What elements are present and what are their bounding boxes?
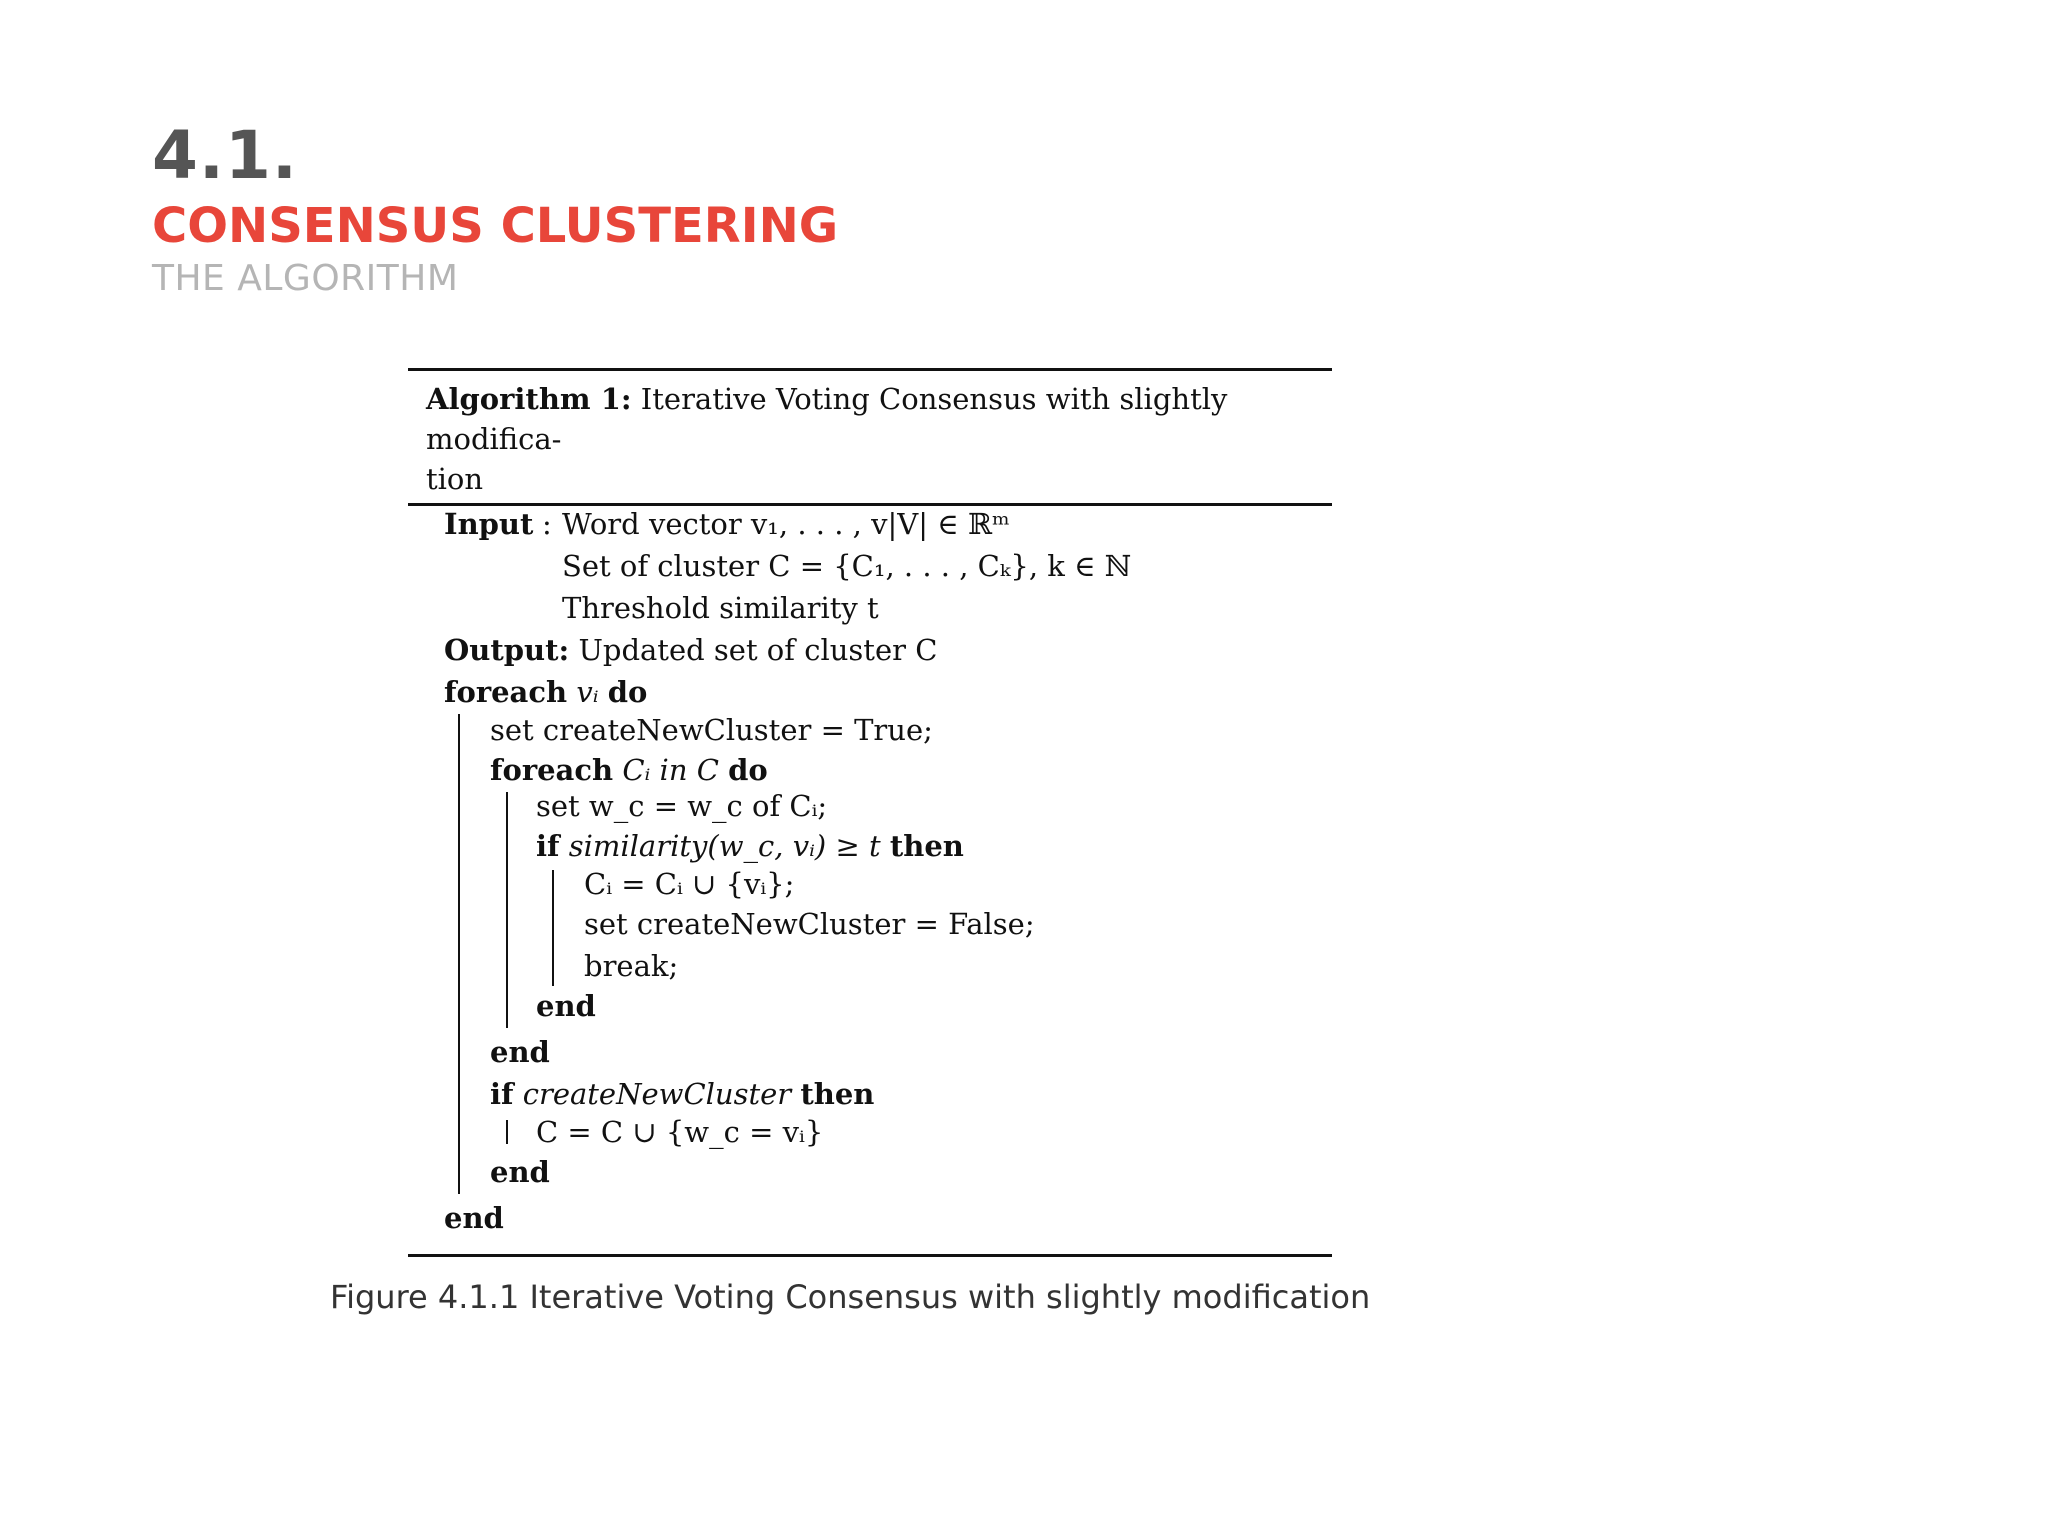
set-create-true-line: set createNewCluster = True;: [490, 713, 933, 747]
input-line-3: Threshold similarity t: [562, 591, 879, 625]
figure-caption: Figure 4.1.1 Iterative Voting Consensus with slightly modification: [330, 1278, 1371, 1316]
break-line: break;: [584, 949, 679, 983]
slide-header: [152, 118, 838, 302]
algorithm-caption: [408, 371, 1332, 503]
outer-foreach-bar: [458, 714, 460, 1194]
section-subtitle: THE ALGORITHM: [152, 258, 459, 299]
algorithm-title-line-2: tion: [426, 462, 484, 496]
inner-foreach-keyword: foreach: [490, 753, 614, 787]
new-cluster-line: C = C ∪ {w_c = vᵢ}: [536, 1115, 824, 1149]
algorithm-title-line-1: Iterative Voting Consensus with slightly modifica-: [426, 382, 1228, 456]
end-outer-line: end: [444, 1201, 504, 1235]
input-line-1: Word vector v₁, . . . , v|V| ∈ ℝᵐ: [562, 507, 1010, 541]
section-number: 4.1.: [152, 117, 298, 194]
input-label: Input: [444, 507, 534, 541]
algorithm-body: [408, 506, 1332, 1254]
if-condition: similarity(w_c, vᵢ) ≥ t: [568, 829, 881, 863]
outer-do-keyword: do: [607, 675, 648, 709]
if2-bar: [506, 1120, 508, 1144]
input-row: [444, 506, 533, 542]
inner-foreach-bar: [506, 792, 508, 1028]
input-sep: :: [542, 507, 552, 541]
inner-foreach-expression: Cᵢ in C: [622, 753, 719, 787]
outer-foreach-keyword: foreach: [444, 675, 568, 709]
output-text: Updated set of cluster C: [578, 633, 938, 667]
set-create-false-line: set createNewCluster = False;: [584, 907, 1035, 941]
then2-keyword: then: [800, 1077, 875, 1111]
output-label: Output:: [444, 633, 570, 667]
end-if2-line: end: [490, 1155, 550, 1189]
section-title: CONSENSUS CLUSTERING: [152, 198, 839, 254]
if-create-line: [490, 1076, 874, 1112]
if-keyword: if: [536, 829, 560, 863]
bottom-rule: [408, 1254, 1332, 1257]
input-line-2: Set of cluster C = {C₁, . . . , Cₖ}, k ∈ ℕ: [562, 549, 1132, 583]
end-if-line: end: [536, 989, 596, 1023]
if2-keyword: if: [490, 1077, 514, 1111]
end-inner-foreach-line: end: [490, 1035, 550, 1069]
set-wc-line: set w_c = w_c of Cᵢ;: [536, 789, 828, 823]
if-similarity-line: [536, 828, 964, 864]
output-row: [444, 632, 937, 668]
if-bar: [552, 870, 554, 986]
inner-do-keyword: do: [728, 753, 768, 787]
inner-foreach-line: [490, 752, 768, 788]
outer-foreach-variable: vᵢ: [576, 675, 599, 709]
union-line: Cᵢ = Cᵢ ∪ {vᵢ};: [584, 867, 795, 901]
algorithm-label: Algorithm 1:: [426, 382, 632, 416]
algorithm-figure: [408, 368, 1332, 1257]
then-keyword: then: [889, 829, 964, 863]
if2-condition: createNewCluster: [522, 1077, 792, 1111]
outer-foreach-line: [444, 674, 647, 710]
